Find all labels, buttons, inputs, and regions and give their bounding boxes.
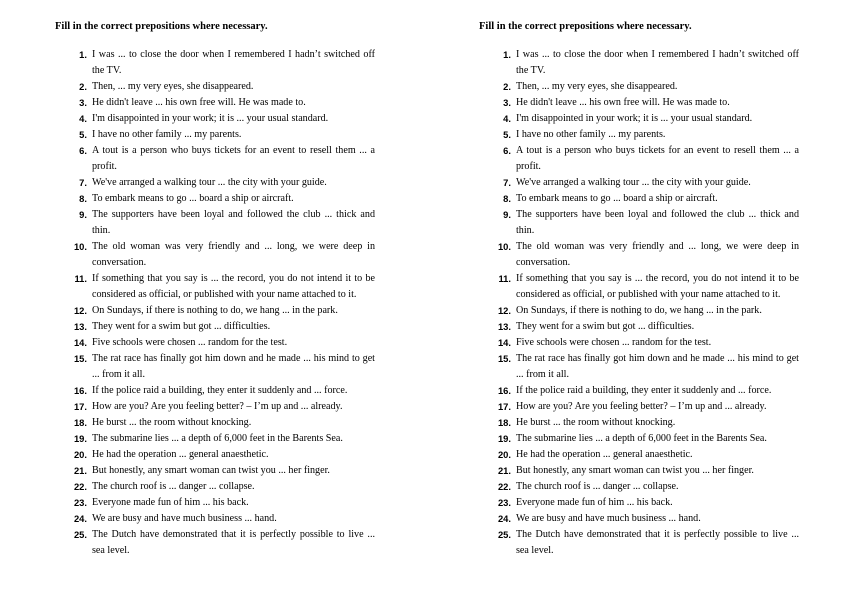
- item-number: 12.: [497, 305, 511, 316]
- item-number: 15.: [497, 353, 511, 364]
- item-text: The submarine lies ... a depth of 6,000 feet in the Barents Sea.: [92, 433, 343, 444]
- exercise-item: [55, 351, 405, 383]
- item-text: Everyone made fun of him ... his back.: [92, 497, 249, 508]
- item-text: The supporters have been loyal and followed the club ... thick and thin.: [92, 209, 375, 236]
- exercise-item: [479, 463, 829, 479]
- item-number: 2.: [503, 81, 511, 92]
- item-number: 5.: [503, 129, 511, 140]
- exercise-item: [55, 239, 405, 271]
- item-text: If something that you say is ... the record, you do not intend it to be considered as official, or published with your name attached to it.: [92, 273, 375, 300]
- item-number: 11.: [498, 273, 511, 284]
- item-number: 5.: [79, 129, 87, 140]
- item-text: He burst ... the room without knocking.: [516, 417, 676, 428]
- exercise-item: [479, 495, 829, 511]
- exercise-item: [55, 495, 405, 511]
- exercise-item: [55, 303, 405, 319]
- exercise-item: [479, 239, 829, 271]
- exercise-item: [55, 111, 405, 127]
- exercise-item: [479, 111, 829, 127]
- item-text: The rat race has finally got him down and he made ... his mind to get ... from it all.: [516, 353, 799, 380]
- item-text: He burst ... the room without knocking.: [92, 417, 252, 428]
- item-number: 8.: [79, 193, 87, 204]
- item-number: 4.: [503, 113, 511, 124]
- item-text: Then, ... my very eyes, she disappeared.: [92, 81, 254, 92]
- item-number: 20.: [73, 449, 87, 460]
- item-number: 21.: [73, 465, 87, 476]
- item-text: If the police raid a building, they enter it suddenly and ... force.: [516, 385, 772, 396]
- exercise-item: [479, 431, 829, 447]
- item-number: 13.: [497, 321, 511, 332]
- item-number: 9.: [503, 209, 511, 220]
- item-text: If something that you say is ... the record, you do not intend it to be considered as official, or published with your name attached to it.: [516, 273, 799, 300]
- item-text: Then, ... my very eyes, she disappeared.: [516, 81, 678, 92]
- exercise-item: [479, 127, 829, 143]
- item-text: How are you? Are you feeling better? – I’m up and ... already.: [92, 401, 343, 412]
- item-text: He had the operation ... general anaesthetic.: [516, 449, 693, 460]
- item-number: 22.: [73, 481, 87, 492]
- item-number: 24.: [497, 513, 511, 524]
- exercise-item: [55, 399, 405, 415]
- item-text: On Sundays, if there is nothing to do, we hang ... in the park.: [92, 305, 338, 316]
- item-text: But honestly, any smart woman can twist you ... her finger.: [92, 465, 330, 476]
- exercise-item: [55, 511, 405, 527]
- item-number: 6.: [79, 145, 87, 156]
- item-text: I was ... to close the door when I remembered I hadn’t switched off the TV.: [92, 49, 375, 76]
- item-number: 3.: [503, 97, 511, 108]
- item-text: The supporters have been loyal and followed the club ... thick and thin.: [516, 209, 799, 236]
- exercise-item: [55, 95, 405, 111]
- item-number: 23.: [497, 497, 511, 508]
- item-number: 1.: [503, 49, 511, 60]
- exercise-item: [55, 463, 405, 479]
- item-text: The submarine lies ... a depth of 6,000 feet in the Barents Sea.: [516, 433, 767, 444]
- item-text: I'm disappointed in your work; it is ... your usual standard.: [516, 113, 753, 124]
- item-number: 20.: [497, 449, 511, 460]
- exercise-item: [479, 207, 829, 239]
- item-text: A tout is a person who buys tickets for an event to resell them ... a profit.: [516, 145, 799, 172]
- exercise-item: [479, 511, 829, 527]
- exercise-item: [479, 415, 829, 431]
- item-number: 3.: [79, 97, 87, 108]
- item-number: 1.: [79, 49, 87, 60]
- exercise-item: [479, 47, 829, 79]
- item-text: Everyone made fun of him ... his back.: [516, 497, 673, 508]
- exercise-item: [479, 351, 829, 383]
- item-text: I have no other family ... my parents.: [516, 129, 666, 140]
- item-text: He had the operation ... general anaesthetic.: [92, 449, 269, 460]
- item-text: Five schools were chosen ... random for the test.: [92, 337, 288, 348]
- item-text: They went for a swim but got ... difficulties.: [516, 321, 695, 332]
- item-text: On Sundays, if there is nothing to do, we hang ... in the park.: [516, 305, 762, 316]
- item-text: The rat race has finally got him down and he made ... his mind to get ... from it all.: [92, 353, 375, 380]
- item-number: 7.: [79, 177, 87, 188]
- exercise-item: [479, 399, 829, 415]
- exercise-item: [55, 319, 405, 335]
- exercise-item: [55, 127, 405, 143]
- item-text: The old woman was very friendly and ... long, we were deep in conversation.: [92, 241, 375, 268]
- item-number: 23.: [73, 497, 87, 508]
- item-text: He didn't leave ... his own free will. He was made to.: [92, 97, 306, 108]
- item-number: 18.: [497, 417, 511, 428]
- item-number: 25.: [73, 529, 87, 540]
- item-text: We've arranged a walking tour ... the city with your guide.: [516, 177, 751, 188]
- item-text: The church roof is ... danger ... collapse.: [516, 481, 679, 492]
- item-text: But honestly, any smart woman can twist you ... her finger.: [516, 465, 754, 476]
- exercise-item: [479, 527, 829, 559]
- item-number: 24.: [73, 513, 87, 524]
- exercise-item: [479, 95, 829, 111]
- exercise-list: [55, 47, 405, 559]
- exercise-item: [479, 271, 829, 303]
- exercise-item: [55, 447, 405, 463]
- item-text: The old woman was very friendly and ... long, we were deep in conversation.: [516, 241, 799, 268]
- item-text: I was ... to close the door when I remembered I hadn’t switched off the TV.: [516, 49, 799, 76]
- item-number: 17.: [73, 401, 87, 412]
- item-number: 8.: [503, 193, 511, 204]
- item-text: We are busy and have much business ... hand.: [516, 513, 701, 524]
- item-number: 16.: [73, 385, 87, 396]
- exercise-item: [479, 479, 829, 495]
- item-number: 19.: [497, 433, 511, 444]
- exercise-item: [55, 79, 405, 95]
- item-number: 15.: [73, 353, 87, 364]
- item-text: The church roof is ... danger ... collapse.: [92, 481, 255, 492]
- item-text: The Dutch have demonstrated that it is perfectly possible to live ... sea level.: [92, 529, 375, 556]
- worksheet-title: Fill in the correct prepositions where necessary.: [55, 21, 268, 32]
- exercise-list: [479, 47, 829, 559]
- exercise-item: [479, 175, 829, 191]
- exercise-item: [55, 527, 405, 559]
- item-text: I'm disappointed in your work; it is ... your usual standard.: [92, 113, 329, 124]
- exercise-item: [479, 383, 829, 399]
- item-text: The Dutch have demonstrated that it is perfectly possible to live ... sea level.: [516, 529, 799, 556]
- item-number: 21.: [497, 465, 511, 476]
- item-number: 13.: [73, 321, 87, 332]
- worksheet-title: Fill in the correct prepositions where necessary.: [479, 21, 692, 32]
- item-number: 10.: [497, 241, 511, 252]
- item-number: 6.: [503, 145, 511, 156]
- item-text: Five schools were chosen ... random for the test.: [516, 337, 712, 348]
- item-text: They went for a swim but got ... difficulties.: [92, 321, 271, 332]
- item-number: 18.: [73, 417, 87, 428]
- exercise-item: [479, 303, 829, 319]
- exercise-item: [479, 191, 829, 207]
- exercise-item: [55, 479, 405, 495]
- item-number: 7.: [503, 177, 511, 188]
- item-text: To embark means to go ... board a ship or aircraft.: [92, 193, 294, 204]
- exercise-item: [55, 335, 405, 351]
- item-number: 9.: [79, 209, 87, 220]
- exercise-item: [55, 271, 405, 303]
- item-number: 11.: [74, 273, 87, 284]
- item-number: 12.: [73, 305, 87, 316]
- item-text: We've arranged a walking tour ... the city with your guide.: [92, 177, 327, 188]
- exercise-item: [55, 207, 405, 239]
- exercise-item: [55, 191, 405, 207]
- item-number: 14.: [497, 337, 511, 348]
- item-number: 2.: [79, 81, 87, 92]
- item-text: How are you? Are you feeling better? – I’m up and ... already.: [516, 401, 767, 412]
- item-number: 22.: [497, 481, 511, 492]
- exercise-item: [479, 79, 829, 95]
- exercise-item: [55, 431, 405, 447]
- item-number: 4.: [79, 113, 87, 124]
- item-text: To embark means to go ... board a ship or aircraft.: [516, 193, 718, 204]
- item-text: He didn't leave ... his own free will. He was made to.: [516, 97, 730, 108]
- exercise-item: [479, 447, 829, 463]
- item-number: 10.: [73, 241, 87, 252]
- exercise-item: [55, 143, 405, 175]
- exercise-item: [55, 383, 405, 399]
- item-text: I have no other family ... my parents.: [92, 129, 242, 140]
- item-number: 14.: [73, 337, 87, 348]
- exercise-item: [55, 47, 405, 79]
- item-number: 16.: [497, 385, 511, 396]
- item-number: 19.: [73, 433, 87, 444]
- item-number: 25.: [497, 529, 511, 540]
- exercise-item: [479, 143, 829, 175]
- item-number: 17.: [497, 401, 511, 412]
- item-text: We are busy and have much business ... hand.: [92, 513, 277, 524]
- exercise-item: [55, 175, 405, 191]
- exercise-item: [479, 335, 829, 351]
- exercise-item: [55, 415, 405, 431]
- exercise-item: [479, 319, 829, 335]
- item-text: A tout is a person who buys tickets for an event to resell them ... a profit.: [92, 145, 375, 172]
- item-text: If the police raid a building, they enter it suddenly and ... force.: [92, 385, 348, 396]
